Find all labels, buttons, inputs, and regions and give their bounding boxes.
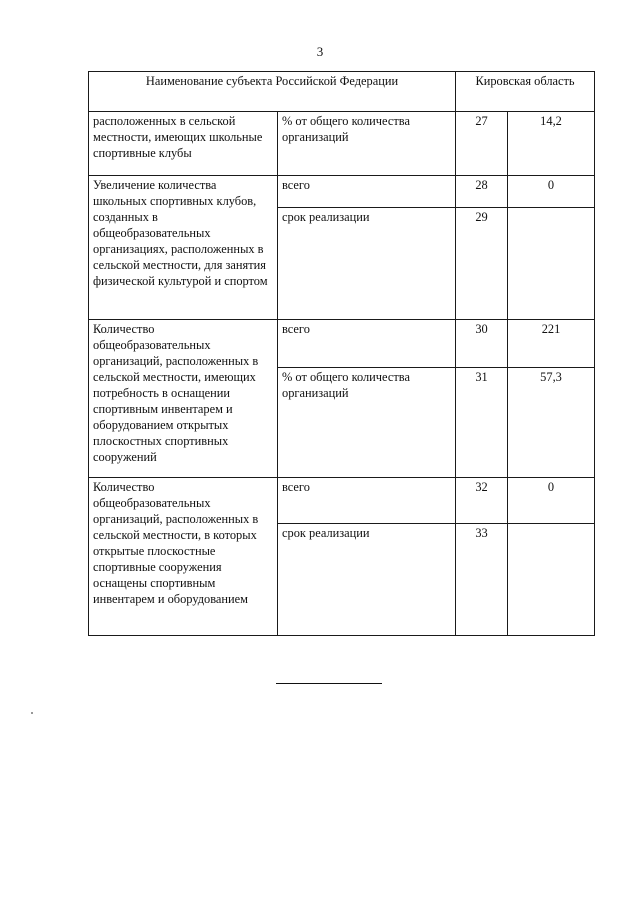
unit-cell: % от общего количества организаций bbox=[278, 368, 456, 478]
table-row bbox=[89, 112, 595, 176]
indicator-name-cell: Количество общеобразовательных организаций, расположенных в сельской местности, имеющих потребность в оснащении спортивным инвентарем и оборудованием открытых плоскостных спортивных сооружений bbox=[89, 320, 278, 478]
unit-cell: срок реализации bbox=[278, 524, 456, 636]
value-cell: 221 bbox=[508, 320, 595, 368]
line-number-cell: 30 bbox=[456, 320, 508, 368]
table-row bbox=[89, 320, 595, 368]
line-number-cell: 31 bbox=[456, 368, 508, 478]
value-cell: 0 bbox=[508, 176, 595, 208]
region-header-cell: Кировская область bbox=[456, 72, 595, 112]
value-cell bbox=[508, 208, 595, 320]
unit-cell: % от общего количества организаций bbox=[278, 112, 456, 176]
indicator-name-cell: Количество общеобразовательных организаций, расположенных в сельской местности, в которых открытые плоскостные спортивные сооружения оснащены спортивным инвентарем и оборудованием bbox=[89, 478, 278, 636]
line-number-cell: 28 bbox=[456, 176, 508, 208]
line-number-cell: 33 bbox=[456, 524, 508, 636]
indicator-name-cell: расположенных в сельской местности, имеющих школьные спортивные клубы bbox=[89, 112, 278, 176]
unit-cell: всего bbox=[278, 176, 456, 208]
indicators-table bbox=[88, 71, 595, 636]
line-number-cell: 29 bbox=[456, 208, 508, 320]
line-number-cell: 32 bbox=[456, 478, 508, 524]
page-number: 3 bbox=[316, 44, 324, 59]
line-number-cell: 27 bbox=[456, 112, 508, 176]
indicator-name-cell: Увеличение количества школьных спортивных клубов, созданных в общеобразовательных организациях, расположенных в сельской местности, для занятия физической культурой и спортом bbox=[89, 176, 278, 320]
table-header-row bbox=[89, 72, 595, 112]
unit-cell: срок реализации bbox=[278, 208, 456, 320]
unit-cell: всего bbox=[278, 478, 456, 524]
scan-speck bbox=[31, 712, 33, 714]
value-cell bbox=[508, 524, 595, 636]
unit-cell: всего bbox=[278, 320, 456, 368]
table-row bbox=[89, 478, 595, 524]
subject-header-cell: Наименование субъекта Российской Федерации bbox=[89, 72, 456, 112]
table-row bbox=[89, 176, 595, 208]
end-of-table-rule bbox=[276, 683, 382, 684]
value-cell: 57,3 bbox=[508, 368, 595, 478]
value-cell: 0 bbox=[508, 478, 595, 524]
value-cell: 14,2 bbox=[508, 112, 595, 176]
